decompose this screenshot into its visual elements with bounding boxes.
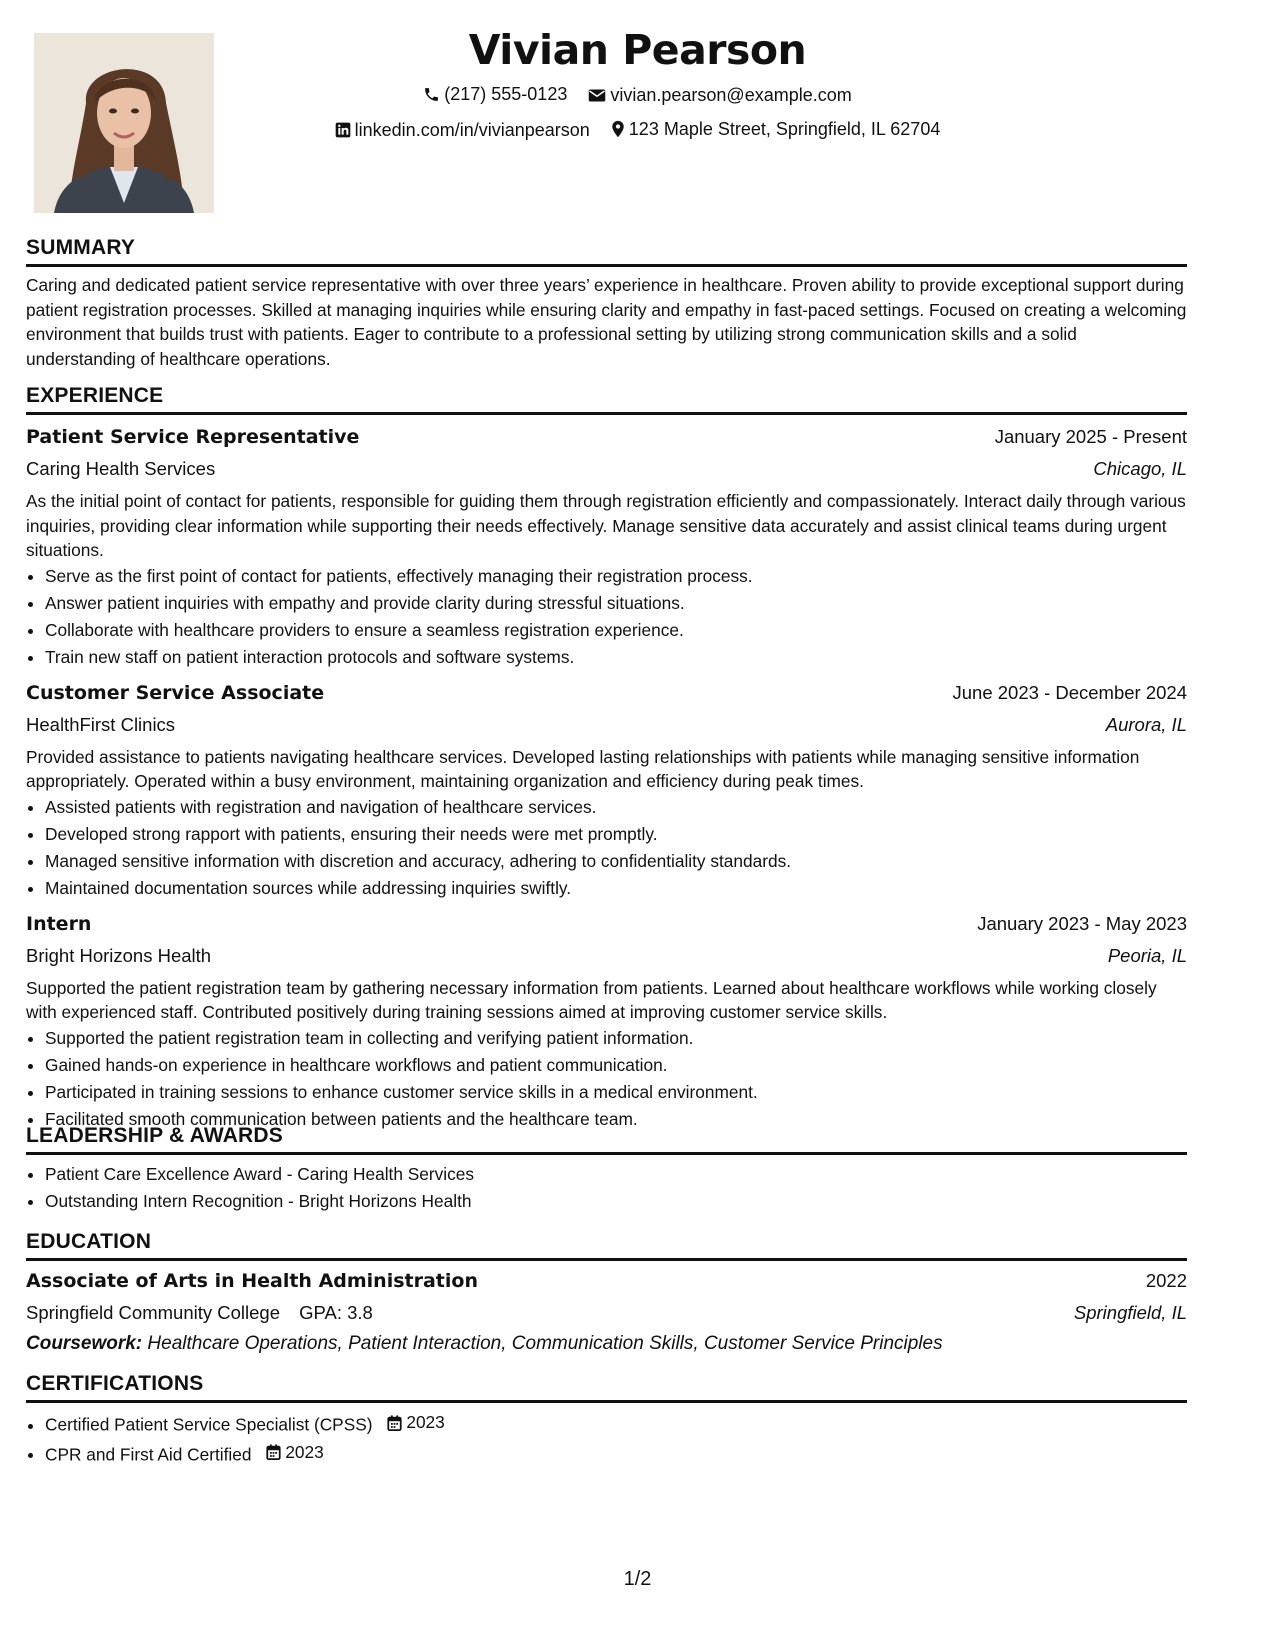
email-address[interactable]: vivian.pearson@example.com	[610, 85, 852, 105]
list-item: • Facilitated smooth communication between patients and the healthcare team.	[45, 1106, 1187, 1133]
section-title-education: EDUCATION	[26, 1228, 1187, 1261]
list-item: • Maintained documentation sources while addressing inquiries swiftly.	[45, 875, 1187, 902]
summary-text: Caring and dedicated patient service representative with over three years’ experience in healthcare. Proven ability to provide exceptional support during patient registration processes. Skilled at managing inquiries while ensuring clarity and empathy in fast-paced settings. Focused on creating a welcoming environment that builds trust with patients. Eager to contribute to a professional setting by utilizing strong communication skills and a solid understanding of healthcare operations.	[26, 275, 1187, 369]
job-dates: January 2023 - May 2023	[977, 912, 1187, 934]
company-name: HealthFirst Clinics	[26, 713, 176, 735]
calendar-icon	[387, 1415, 402, 1431]
section-title-summary: SUMMARY	[26, 234, 1187, 267]
list-item: • Collaborate with healthcare providers to ensure a seamless registration experience.	[45, 617, 1187, 644]
linkedin-contact[interactable]	[335, 114, 590, 146]
calendar-icon	[266, 1444, 281, 1460]
contact-line-2	[0, 113, 1275, 148]
list-item: • Outstanding Intern Recognition - Bright Horizons Health	[45, 1188, 1187, 1215]
list-item: • Developed strong rapport with patients, ensuring their needs were met promptly.	[45, 821, 1187, 848]
list-item: • Answer patient inquiries with empathy and provide clarity during stressful situations.	[45, 590, 1187, 617]
linkedin-url[interactable]: linkedin.com/in/vivianpearson	[354, 119, 590, 140]
list-item: • Serve as the first point of contact for patients, effectively managing their registration process.	[45, 563, 1187, 590]
list-item: • Assisted patients with registration and navigation of healthcare services.	[45, 794, 1187, 821]
certifications-section	[26, 1370, 1187, 1468]
list-item	[45, 1439, 1187, 1469]
list-item: • Patient Care Excellence Award - Caring Health Services	[45, 1161, 1187, 1188]
list-item: • Managed sensitive information with discretion and accuracy, adhering to confidentiality standards.	[45, 848, 1187, 875]
job-dates: January 2025 - Present	[994, 426, 1187, 447]
school-name: Springfield Community College	[26, 1302, 280, 1323]
job-title: Intern	[26, 912, 92, 935]
list-item: • Participated in training sessions to enhance customer service skills in a medical environment.	[45, 1079, 1187, 1106]
section-title-experience: EXPERIENCE	[26, 382, 1187, 415]
job-bullets	[26, 563, 1187, 671]
list-item: • Supported the patient registration team in collecting and verifying patient information.	[45, 1025, 1187, 1052]
email-contact[interactable]	[588, 79, 851, 111]
page-number: 1/2	[623, 1568, 652, 1590]
list-item: • Train new staff on patient interaction protocols and software systems.	[45, 644, 1187, 671]
coursework-label: Coursework:	[26, 1333, 143, 1354]
email-icon	[588, 88, 606, 103]
certification-year: 2023	[406, 1412, 445, 1432]
contact-line-1	[0, 78, 1275, 113]
phone-number: (217) 555-0123	[444, 84, 568, 104]
job-entry	[26, 677, 1187, 902]
job-title: Customer Service Associate	[26, 681, 325, 704]
job-description: Supported the patient registration team by gathering necessary information from patients. Learned about healthcare workflows while working closely with experienced staff. Contributed positively during training sessions aimed at improving customer service skills.	[26, 977, 1157, 1022]
location-pin-icon	[611, 120, 625, 138]
list-item	[45, 1409, 1187, 1439]
address-contact	[611, 113, 941, 145]
coursework	[26, 1329, 1187, 1359]
job-bullets	[26, 794, 1187, 902]
awards-list	[26, 1161, 1187, 1215]
job-location: Chicago, IL	[1093, 458, 1187, 479]
job-bullets	[26, 1025, 1187, 1133]
job-entry	[26, 908, 1187, 1133]
job-dates: June 2023 - December 2024	[952, 681, 1187, 703]
certification-name: Certified Patient Service Specialist (CPSS)	[45, 1414, 373, 1435]
job-title: Patient Service Representative	[26, 426, 360, 448]
degree-title: Associate of Arts in Health Administration	[26, 1270, 478, 1292]
awards-section	[26, 1122, 1187, 1215]
candidate-name: Vivian Pearson	[468, 26, 807, 74]
job-description: Provided assistance to patients navigating healthcare services. Developed lasting relationships with patients while managing sensitive information appropriately. Operated within a busy environment, maintaining organization and efficiency during peak times.	[26, 746, 1140, 791]
job-description: As the initial point of contact for patients, responsible for guiding them through registration efficiently and compassionately. Interact daily through various inquiries, providing clear information while supporting their needs effectively. Manage sensitive data accurately and assist clinical teams during urgent situations.	[26, 491, 1186, 560]
street-address: 123 Maple Street, Springfield, IL 62704	[628, 118, 941, 139]
linkedin-icon	[335, 122, 351, 138]
coursework-list: Healthcare Operations, Patient Interaction, Communication Skills, Customer Service Principles	[147, 1333, 943, 1354]
list-item: • Gained hands-on experience in healthcare workflows and patient communication.	[45, 1052, 1187, 1079]
graduation-year: 2022	[1145, 1270, 1187, 1291]
job-location: Aurora, IL	[1105, 713, 1187, 735]
job-location: Peoria, IL	[1107, 944, 1187, 966]
gpa: GPA: 3.8	[299, 1302, 373, 1323]
resume-header	[0, 22, 1275, 148]
summary-section	[26, 234, 1187, 371]
certifications-list	[26, 1409, 1187, 1468]
job-entry	[26, 421, 1187, 671]
experience-section	[26, 382, 1187, 1133]
section-title-awards: LEADERSHIP & AWARDS	[26, 1122, 1187, 1155]
section-title-certifications: CERTIFICATIONS	[26, 1370, 1187, 1403]
certification-name: CPR and First Aid Certified	[45, 1444, 252, 1464]
certification-year: 2023	[285, 1441, 324, 1462]
company-name: Caring Health Services	[26, 458, 216, 479]
company-name: Bright Horizons Health	[26, 944, 212, 966]
school-location: Springfield, IL	[1073, 1302, 1187, 1323]
phone-contact	[423, 78, 567, 110]
education-section	[26, 1228, 1187, 1359]
phone-icon	[423, 86, 440, 103]
